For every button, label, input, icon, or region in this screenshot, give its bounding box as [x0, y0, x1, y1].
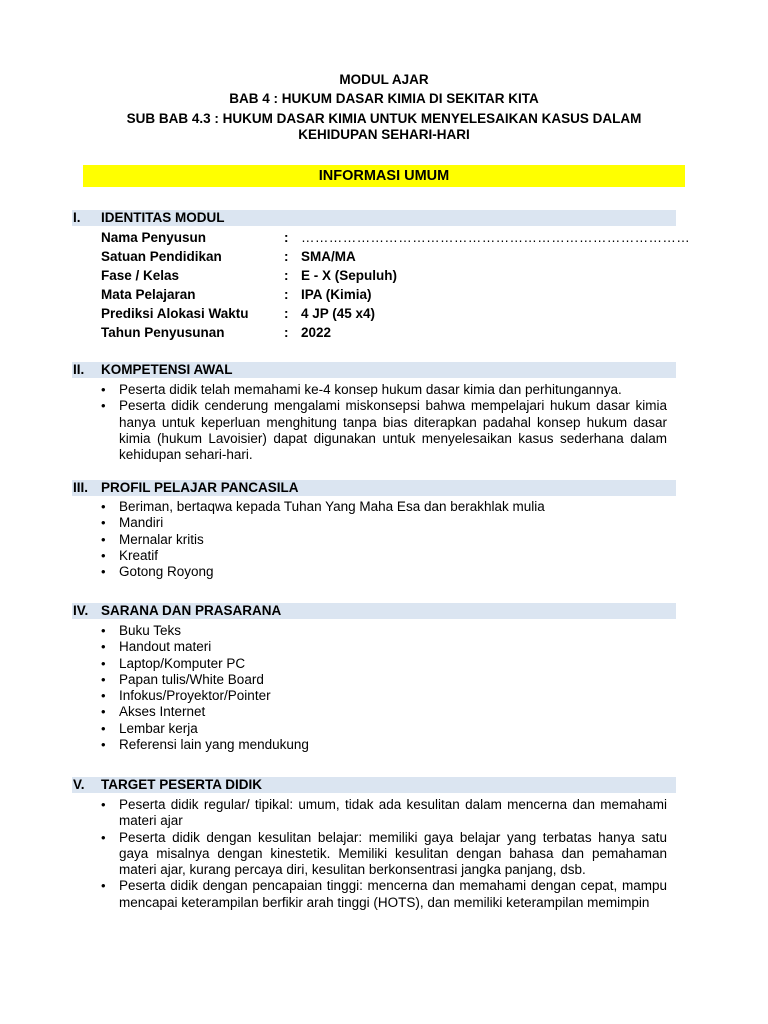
bullet-icon: • — [101, 639, 106, 655]
bullet-icon: • — [101, 623, 106, 638]
section-title: PROFIL PELAJAR PANCASILA — [101, 480, 299, 495]
identity-colon: : — [284, 230, 289, 245]
bullet-icon: • — [101, 671, 106, 687]
subchapter-title-line1: SUB BAB 4.3 : HUKUM DASAR KIMIA UNTUK MENYELESAIKAN KASUS DALAM — [126, 111, 642, 126]
info-banner: INFORMASI UMUM — [83, 165, 685, 187]
list-item-text: Mernalar kritis — [119, 531, 204, 547]
identity-label: Fase / Kelas — [101, 268, 180, 283]
list-item-text: Lembar kerja — [119, 720, 198, 736]
bullet-icon: • — [101, 382, 106, 397]
list-item — [101, 499, 667, 515]
identity-label: Prediksi Alokasi Waktu — [101, 306, 249, 321]
section-number: IV. — [73, 603, 89, 618]
list-item-text: Peserta didik cenderung mengalami miskonsepsi bahwa mempelajari hukum dasar kimia hanya untuk keperluan menghitung tanpa bias diterapkan padahal konsep hukum dasar kimia (hukum Lavoisier) dapat digunakan untuk menyelesaikan kasus sederhana dalam kehidupan sehari-hari. — [119, 398, 667, 463]
bullet-icon: • — [101, 878, 106, 894]
identity-colon: : — [284, 325, 289, 340]
bullet-icon: • — [101, 499, 106, 514]
list-item-text: Gotong Royong — [119, 564, 214, 580]
section-number: V. — [73, 777, 85, 792]
kompetensi-list — [101, 382, 667, 463]
identity-value: ………………………………………………………………………… — [301, 230, 691, 245]
identity-row-fase-kelas — [101, 266, 681, 285]
identity-colon: : — [284, 268, 289, 283]
list-item-text: Papan tulis/White Board — [119, 671, 264, 687]
identity-row-tahun-penyusunan — [101, 323, 681, 342]
list-item-text: Mandiri — [119, 515, 164, 531]
list-item — [101, 398, 667, 463]
list-item — [101, 548, 667, 564]
identity-row-alokasi-waktu — [101, 304, 681, 323]
section-title: SARANA DAN PRASARANA — [101, 603, 282, 618]
bullet-icon: • — [101, 655, 106, 671]
section-title: KOMPETENSI AWAL — [101, 362, 233, 377]
subchapter-title-line2: KEHIDUPAN SEHARI-HARI — [298, 127, 470, 142]
identity-colon: : — [284, 306, 289, 321]
identity-label: Satuan Pendidikan — [101, 249, 222, 264]
identity-value: IPA (Kimia) — [301, 287, 372, 302]
list-item-text: Peserta didik regular/ tipikal: umum, tidak ada kesulitan dalam mencerna dan memahami materi ajar — [119, 797, 667, 829]
list-item — [101, 532, 667, 548]
list-item-text: Peserta didik telah memahami ke-4 konsep hukum dasar kimia dan perhitungannya. — [119, 382, 622, 397]
identity-value: 4 JP (45 x4) — [301, 306, 376, 321]
section-header-identitas — [72, 210, 676, 226]
bullet-icon: • — [101, 547, 106, 563]
list-item — [101, 721, 667, 737]
section-title: IDENTITAS MODUL — [101, 210, 225, 225]
list-item — [101, 656, 667, 672]
list-item-text: Kreatif — [119, 547, 159, 563]
identity-colon: : — [284, 287, 289, 302]
list-item-text: Peserta didik dengan kesulitan belajar: memiliki gaya belajar yang terbatas hanya satu gaya misalnya dengan kinestetik. Memiliki kesulitan dengan bahasa dan pemahaman materi ajar, kurang percaya diri, kesulitan berkonsentrasi jangka panjang, dsb. — [119, 829, 667, 878]
bullet-icon: • — [101, 829, 106, 845]
list-item-text: Akses Internet — [119, 704, 206, 720]
target-list — [101, 797, 667, 911]
section-number: II. — [73, 362, 85, 377]
identity-colon: : — [284, 249, 289, 264]
list-item-text: Referensi lain yang mendukung — [119, 737, 309, 753]
section-header-sarana-prasarana — [72, 603, 676, 619]
identity-row-nama-penyusun — [101, 228, 691, 247]
list-item — [101, 878, 667, 911]
bullet-icon: • — [101, 737, 106, 753]
list-item-text: Infokus/Proyektor/Pointer — [119, 688, 271, 704]
section-number: III. — [73, 480, 89, 495]
bullet-icon: • — [101, 564, 106, 580]
list-item-text: Beriman, bertaqwa kepada Tuhan Yang Maha Esa dan berakhlak mulia — [119, 499, 545, 514]
section-title: TARGET PESERTA DIDIK — [101, 777, 263, 792]
list-item — [101, 382, 667, 398]
list-item-text: Buku Teks — [119, 623, 182, 638]
section-header-target-peserta — [72, 777, 676, 793]
identity-label: Tahun Penyusunan — [101, 325, 225, 340]
list-item — [101, 515, 667, 531]
section-header-profil-pancasila — [72, 480, 676, 496]
identity-value: SMA/MA — [301, 249, 356, 264]
chapter-title: BAB 4 : HUKUM DASAR KIMIA DI SEKITAR KITA — [229, 91, 539, 106]
profil-list — [101, 499, 667, 580]
identity-row-mata-pelajaran — [101, 285, 681, 304]
list-item — [101, 830, 667, 879]
bullet-icon: • — [101, 398, 106, 414]
section-header-kompetensi-awal — [72, 362, 676, 378]
identity-value: 2022 — [301, 325, 332, 340]
bullet-icon: • — [101, 720, 106, 736]
bullet-icon: • — [101, 531, 106, 547]
identity-label: Mata Pelajaran — [101, 287, 196, 302]
bullet-icon: • — [101, 515, 106, 531]
bullet-icon: • — [101, 704, 106, 720]
list-item-text: Handout materi — [119, 639, 212, 655]
list-item — [101, 704, 667, 720]
list-item — [101, 737, 667, 753]
list-item — [101, 623, 667, 639]
list-item — [101, 564, 667, 580]
list-item — [101, 688, 667, 704]
list-item-text: Peserta didik dengan pencapaian tinggi: mencerna dan memahami dengan cepat, mampu mencapai keterampilan berfikir arah tinggi (HOTS), dan memiliki keterampilan memimpin — [119, 878, 667, 910]
identity-row-satuan-pendidikan — [101, 247, 681, 266]
identity-value: E - X (Sepuluh) — [301, 268, 397, 283]
bullet-icon: • — [101, 688, 106, 704]
doc-title: MODUL AJAR — [339, 72, 429, 87]
list-item — [101, 797, 667, 830]
list-item-text: Laptop/Komputer PC — [119, 655, 246, 671]
sarana-list — [101, 623, 667, 753]
identity-label: Nama Penyusun — [101, 230, 207, 245]
list-item — [101, 672, 667, 688]
section-number: I. — [73, 210, 81, 225]
bullet-icon: • — [101, 797, 106, 812]
list-item — [101, 639, 667, 655]
